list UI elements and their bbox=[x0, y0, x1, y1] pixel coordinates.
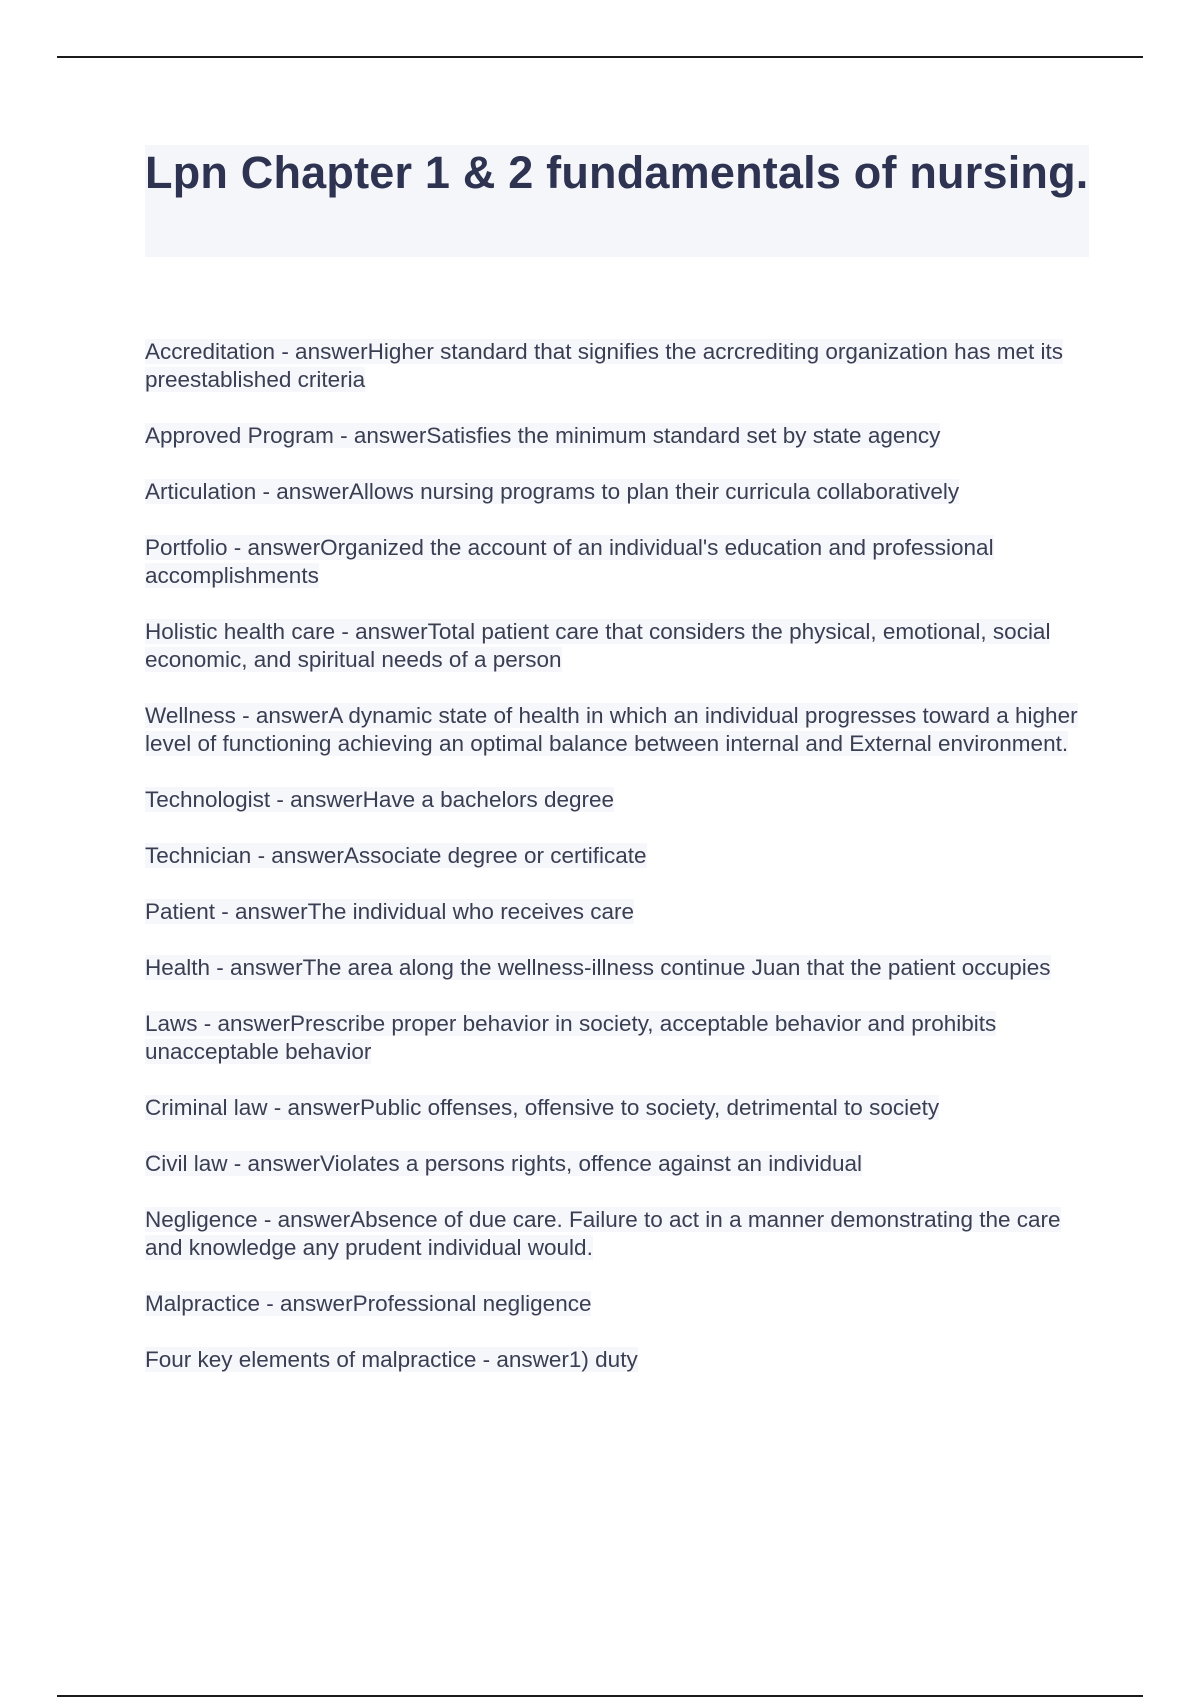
list-item bbox=[145, 478, 1095, 506]
list-item bbox=[145, 338, 1095, 394]
term-answer-text: Holistic health care - answerTotal patient care that considers the physical, emotional, social economic, and spiritual needs of a person bbox=[145, 619, 1051, 672]
list-item bbox=[145, 618, 1095, 674]
list-item bbox=[145, 898, 1095, 926]
term-answer-text: Wellness - answerA dynamic state of health in which an individual progresses toward a higher level of functioning achieving an optimal balance between internal and External environment. bbox=[145, 703, 1078, 756]
list-item bbox=[145, 1290, 1095, 1318]
title-block bbox=[145, 145, 1089, 257]
top-divider bbox=[57, 56, 1143, 58]
term-answer-text: Technician - answerAssociate degree or certificate bbox=[145, 843, 647, 868]
list-item bbox=[145, 786, 1095, 814]
list-item bbox=[145, 1346, 1095, 1374]
document-title: Lpn Chapter 1 & 2 fundamentals of nursing. bbox=[145, 147, 1089, 198]
bottom-divider bbox=[57, 1695, 1143, 1697]
list-item bbox=[145, 954, 1095, 982]
term-answer-text: Criminal law - answerPublic offenses, offensive to society, detrimental to society bbox=[145, 1095, 940, 1120]
term-answer-text: Patient - answerThe individual who receives care bbox=[145, 899, 634, 924]
term-answer-text: Portfolio - answerOrganized the account of an individual's education and professional accomplishments bbox=[145, 535, 994, 588]
list-item bbox=[145, 1206, 1095, 1262]
list-item bbox=[145, 842, 1095, 870]
list-item bbox=[145, 702, 1095, 758]
list-item bbox=[145, 1094, 1095, 1122]
list-item bbox=[145, 534, 1095, 590]
term-answer-text: Technologist - answerHave a bachelors degree bbox=[145, 787, 615, 812]
term-answer-text: Four key elements of malpractice - answer1) duty bbox=[145, 1347, 638, 1372]
term-answer-text: Articulation - answerAllows nursing programs to plan their curricula collaboratively bbox=[145, 479, 960, 504]
term-answer-text: Negligence - answerAbsence of due care. Failure to act in a manner demonstrating the care and knowledge any prudent individual would. bbox=[145, 1207, 1061, 1260]
flashcard-list bbox=[145, 338, 1095, 1402]
term-answer-text: Malpractice - answerProfessional negligence bbox=[145, 1291, 592, 1316]
term-answer-text: Health - answerThe area along the wellness-illness continue Juan that the patient occupies bbox=[145, 955, 1051, 980]
term-answer-text: Civil law - answerViolates a persons rights, offence against an individual bbox=[145, 1151, 863, 1176]
term-answer-text: Accreditation - answerHigher standard that signifies the acrcrediting organization has met its preestablished criteria bbox=[145, 339, 1063, 392]
term-answer-text: Laws - answerPrescribe proper behavior in society, acceptable behavior and prohibits unacceptable behavior bbox=[145, 1011, 997, 1064]
list-item bbox=[145, 1010, 1095, 1066]
list-item bbox=[145, 1150, 1095, 1178]
term-answer-text: Approved Program - answerSatisfies the minimum standard set by state agency bbox=[145, 423, 941, 448]
list-item bbox=[145, 422, 1095, 450]
